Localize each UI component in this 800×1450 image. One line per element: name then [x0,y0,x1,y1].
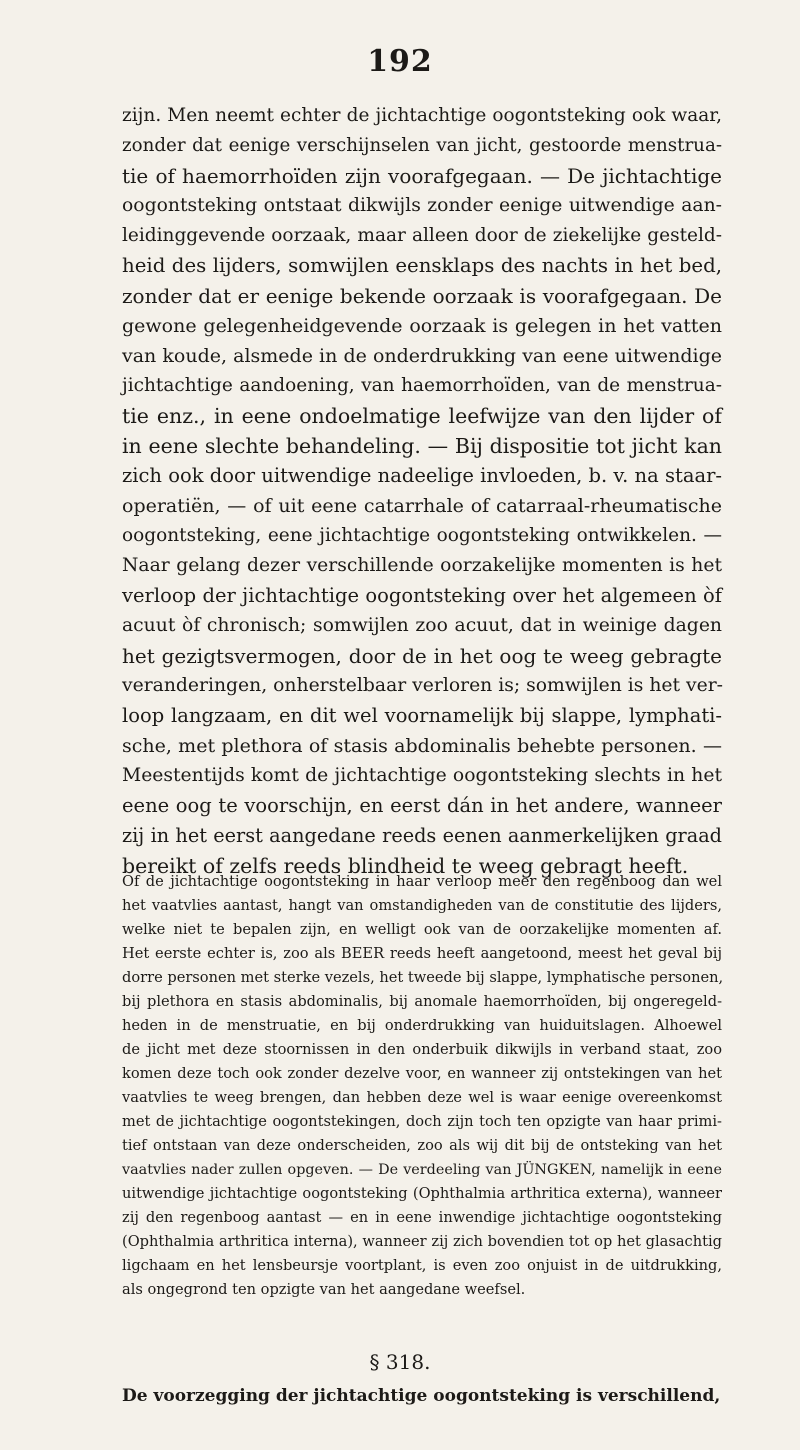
text-line: tie enz., in eene ondoelmatige leefwijze van den lijder of [122,404,722,428]
closing-line: De voorzegging der jichtachtige oogontsteking is verschillend, [122,1386,721,1406]
text-line: in eene slechte behandeling. — Bij dispositie tot jicht kan [122,434,722,458]
text-line: eene oog te voorschijn, en eerst dán in het andere, wanneer [122,794,722,817]
text-line: het gezigtsvermogen, door de in het oog te weeg gebragte [122,644,722,668]
note-line: met de jichtachtige oogontstekingen, doch zijn toch ten opzigte van haar primi- [122,1113,722,1130]
text-line: tie of haemorrhoïden zijn voorafgegaan. — De jichtachtige [122,164,722,188]
text-line: verloop der jichtachtige oogontsteking over het algemeen òf [122,584,722,607]
note-line: Of de jichtachtige oogontsteking in haar verloop meer den regenboog dan wel [122,873,722,890]
note-line: welke niet te bepalen zijn, en welligt ook van de oorzakelijke momenten af. [122,921,722,938]
main-paragraph [122,101,722,881]
text-line: heid des lijders, somwijlen eensklaps des nachts in het bed, [122,254,722,277]
text-line: loop langzaam, en dit wel voornamelijk bij slappe, lymphati- [122,704,722,727]
text-line: zij in het eerst aangedane reeds eenen aanmerkelijken graad [122,824,722,847]
note-line: bij plethora en stasis abdominalis, bij anomale haemorrhoïden, bij ongeregeld- [122,993,722,1010]
note-line: tief ontstaan van deze onderscheiden, zoo als wij dit bij de ontsteking van het [122,1137,722,1154]
note-line: vaatvlies nader zullen opgeven. — De verdeeling van JÜNGKEN, namelijk in eene [122,1162,722,1178]
note-line: zij den regenboog aantast — en in eene inwendige jichtachtige oogontsteking [122,1209,722,1226]
note-paragraph [122,870,722,1302]
note-line: vaatvlies te weeg brengen, dan hebben deze wel is waar eenige overeenkomst [122,1089,722,1106]
text-line: leidinggevende oorzaak, maar alleen door de ziekelijke gesteld- [122,225,722,246]
text-line: operatiën, — of uit eene catarrhale of catarraal-rheumatische [122,495,722,517]
text-line: Meestentijds komt de jichtachtige oogontsteking slechts in het [122,765,722,786]
note-line: heden in de menstruatie, en bij onderdrukking van huiduitslagen. Alhoewel [122,1017,722,1034]
text-line: veranderingen, onherstelbaar verloren is; somwijlen is het ver- [122,675,724,696]
text-line: jichtachtige aandoening, van haemorrhoïden, van de menstrua- [122,375,722,396]
section-marker: § 318. [369,1350,431,1374]
page-number: 192 [367,44,433,79]
note-line: het vaatvlies aantast, hangt van omstandigheden van de constitutie des lijders, [122,897,722,914]
text-line: zijn. Men neemt echter de jichtachtige oogontsteking ook waar, [122,105,722,126]
note-line: de jicht met deze stoornissen in den onderbuik dikwijls in verband staat, zoo [122,1041,722,1058]
note-line: als ongegrond ten opzigte van het aangedane weefsel. [122,1281,526,1298]
text-line: zonder dat er eenige bekende oorzaak is voorafgegaan. De [122,284,722,308]
note-line: uitwendige jichtachtige oogontsteking (Ophthalmia arthritica externa), wanneer [122,1185,722,1202]
text-line: van koude, alsmede in de onderdrukking van eene uitwendige [122,345,722,367]
text-line: Naar gelang dezer verschillende oorzakelijke momenten is het [122,555,722,576]
text-line: bereikt of zelfs reeds blindheid te weeg gebragt heeft. [122,854,689,878]
text-line: acuut òf chronisch; somwijlen zoo acuut, dat in weinige dagen [122,615,722,636]
note-line: ligchaam en het lensbeursje voortplant, is even zoo onjuist in de uitdrukking, [122,1257,722,1274]
text-line: zonder dat eenige verschijnselen van jicht, gestoorde menstrua- [122,135,722,156]
text-line: sche, met plethora of stasis abdominalis behebte personen. — [122,735,722,757]
note-line: (Ophthalmia arthritica interna), wanneer zij zich bovendien tot op het glasachtig [122,1233,722,1250]
note-line: Het eerste echter is, zoo als BEER reeds heeft aangetoond, meest het geval bij [122,945,722,962]
note-line: komen deze toch ook zonder dezelve voor, en wanneer zij ontstekingen van het [122,1065,722,1082]
text-line: zich ook door uitwendige nadeelige invloeden, b. v. na staar- [122,464,722,487]
note-line: dorre personen met sterke vezels, het tweede bij slappe, lymphatische personen, [122,969,724,986]
text-line: oogontsteking ontstaat dikwijls zonder eenige uitwendige aan- [122,195,722,216]
text-line: oogontsteking, eene jichtachtige oogontsteking ontwikkelen. — [122,525,722,546]
text-line: gewone gelegenheidgevende oorzaak is gelegen in het vatten [122,315,722,337]
